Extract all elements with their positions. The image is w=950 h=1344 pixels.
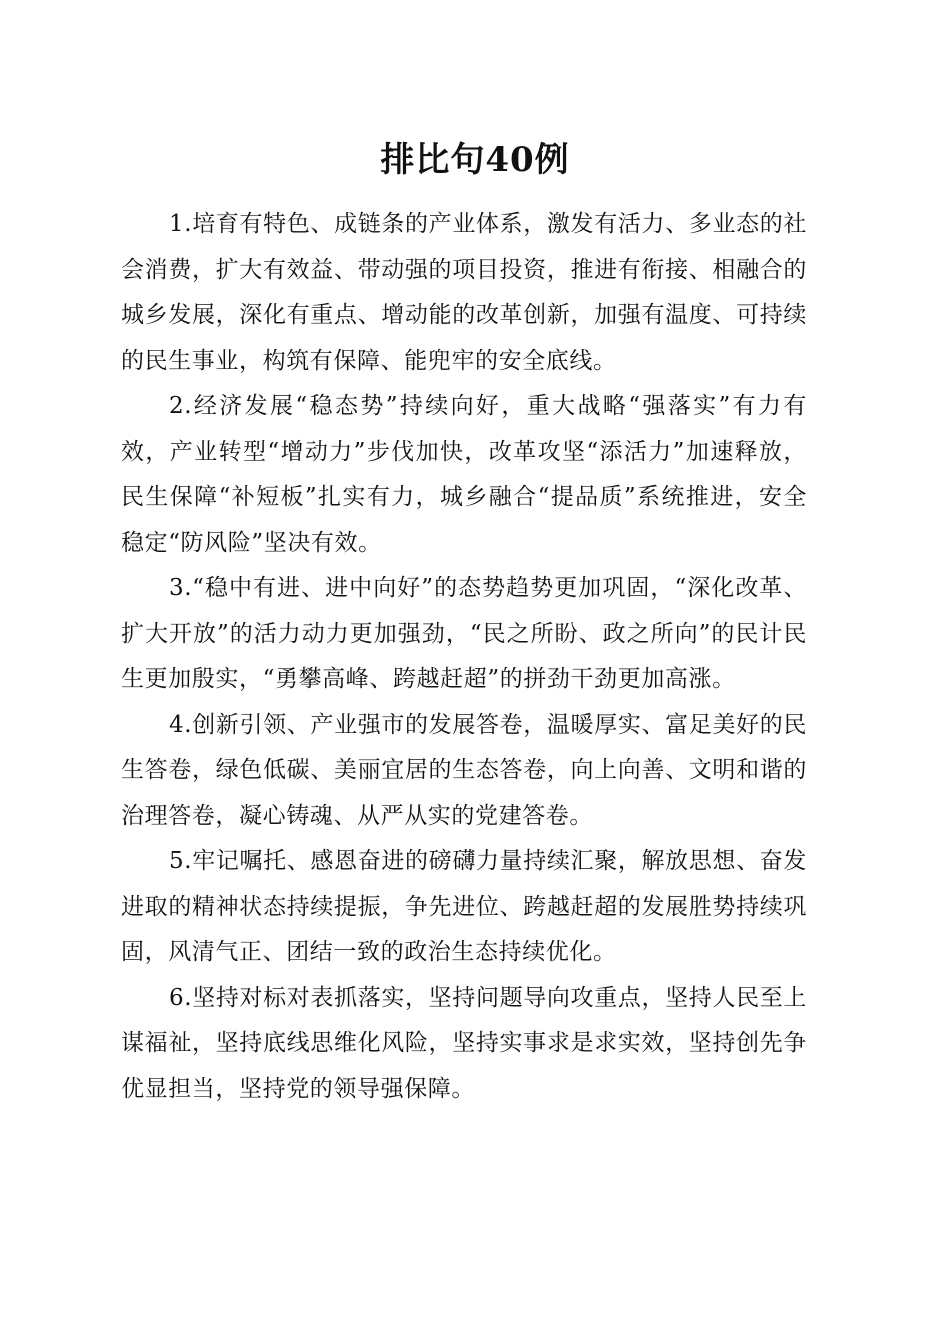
paragraph-4: 4.创新引领、产业强市的发展答卷，温暖厚实、富足美好的民生答卷，绿色低碳、美丽宜居的生态答卷，向上向善、文明和谐的治理答卷，凝心铸魂、从严从实的党建答卷。 — [121, 711, 807, 829]
document-title: 排比句40例 — [380, 140, 570, 180]
document-body — [121, 202, 807, 1112]
paragraph-3: 3.“稳中有进、进中向好”的态势趋势更加巩固，“深化改革、扩大开放”的活力动力更加强劲，“民之所盼、政之所向”的民计民生更加殷实，“勇攀高峰、跨越赶超”的拼劲干劲更加高涨。 — [121, 575, 807, 692]
paragraph-2: 2.经济发展“稳态势”持续向好，重大战略“强落实”有力有效，产业转型“增动力”步伐加快，改革攻坚“添活力”加速释放，民生保障“补短板”扎实有力，城乡融合“提品质”系统推进，安全稳定“防风险”坚决有效。 — [121, 393, 807, 556]
paragraph-1: 1.培育有特色、成链条的产业体系，激发有活力、多业态的社会消费，扩大有效益、带动强的项目投资，推进有衔接、相融合的城乡发展，深化有重点、增动能的改革创新，加强有温度、可持续的民生事业，构筑有保障、能兜牢的安全底线。 — [121, 211, 807, 374]
paragraph-6: 6.坚持对标对表抓落实，坚持问题导向攻重点，坚持人民至上谋福祉，坚持底线思维化风险，坚持实事求是求实效，坚持创先争优显担当，坚持党的领导强保障。 — [121, 984, 807, 1102]
paragraph-5: 5.牢记嘱托、感恩奋进的磅礴力量持续汇聚，解放思想、奋发进取的精神状态持续提振，争先进位、跨越赶超的发展胜势持续巩固，风清气正、团结一致的政治生态持续优化。 — [121, 848, 807, 965]
